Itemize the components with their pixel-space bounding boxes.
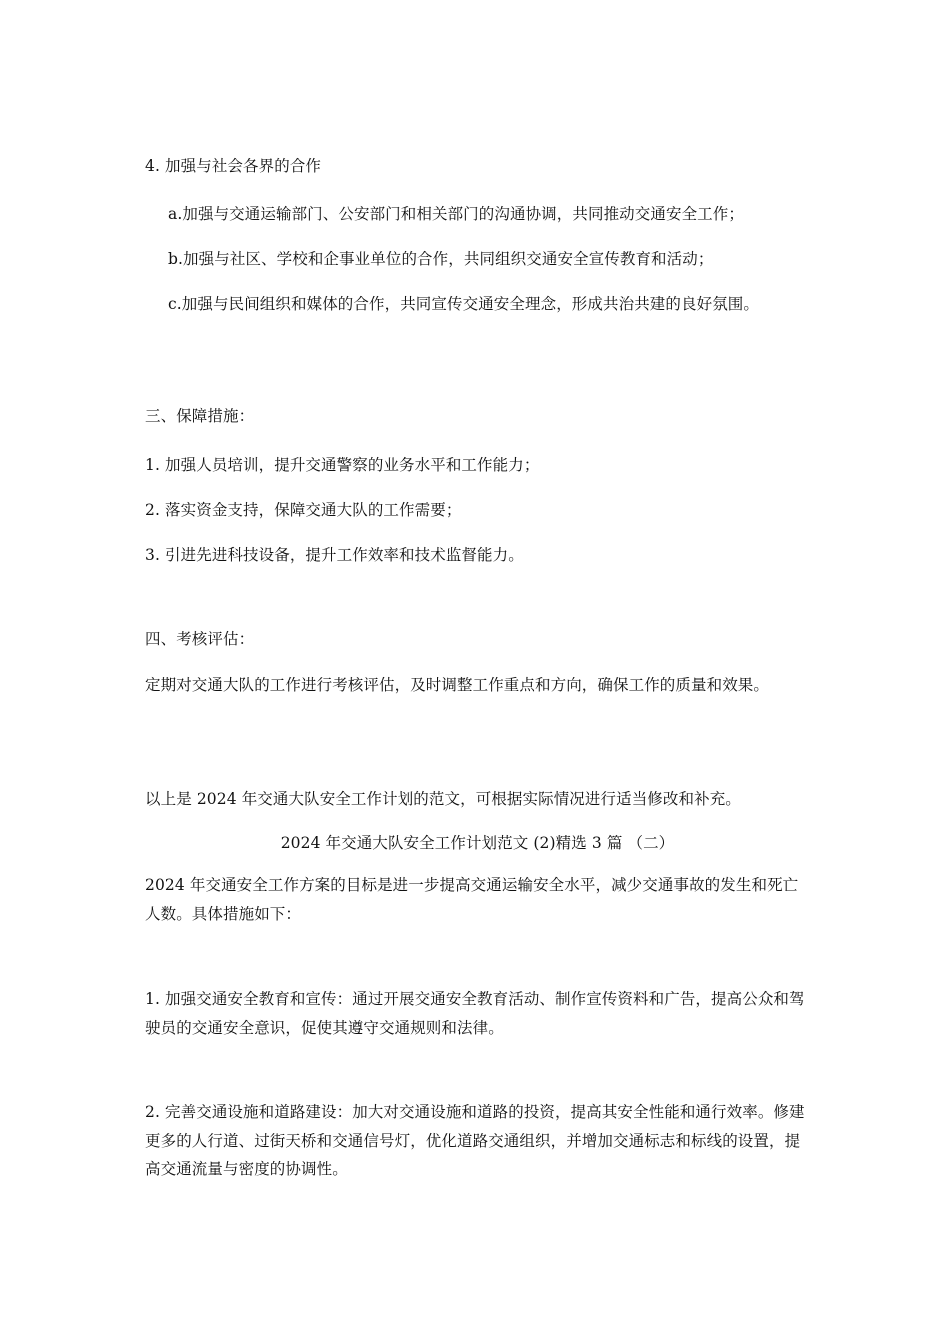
section4-item-b: b.加强与社区、学校和企事业单位的合作，共同组织交通安全宣传教育和活动； (168, 250, 714, 268)
assessment-body: 定期对交通大队的工作进行考核评估，及时调整工作重点和方向，确保工作的质量和效果。 (145, 676, 770, 694)
measure-2: 2. 完善交通设施和道路建设：加大对交通设施和道路的投资，提高其安全性能和通行效率。修建更多的人行道、过街天桥和交通信号灯，优化道路交通组织，并增加交通标志和标线的设置，提高交通流量与密度的协调性。 (145, 1103, 805, 1178)
guarantee-item-3: 3. 引进先进科技设备，提升工作效率和技术监督能力。 (145, 546, 524, 564)
guarantee-item-1: 1. 加强人员培训，提升交通警察的业务水平和工作能力； (145, 456, 540, 474)
guarantee-heading: 三、保障措施： (145, 407, 255, 425)
assessment-heading: 四、考核评估： (145, 630, 255, 648)
section4-item-c: c.加强与民间组织和媒体的合作，共同宣传交通安全理念，形成共治共建的良好氛围。 (168, 295, 760, 313)
guarantee-item-2: 2. 落实资金支持，保障交通大队的工作需要； (145, 501, 462, 519)
section4-item-a: a.加强与交通运输部门、公安部门和相关部门的沟通协调，共同推动交通安全工作； (168, 205, 744, 223)
second-article-intro: 2024 年交通安全工作方案的目标是进一步提高交通运输安全水平，减少交通事故的发生和死亡人数。具体措施如下： (145, 876, 799, 923)
measure-1: 1. 加强交通安全教育和宣传：通过开展交通安全教育活动、制作宣传资料和广告，提高公众和驾驶员的交通安全意识，促使其遵守交通规则和法律。 (145, 990, 805, 1037)
closing-text: 以上是 2024 年交通大队安全工作计划的范文，可根据实际情况进行适当修改和补充。 (145, 790, 741, 808)
second-article-title: 2024 年交通大队安全工作计划范文 (2)精选 3 篇 （二） (280, 834, 675, 852)
section4-title: 4. 加强与社会各界的合作 (145, 157, 322, 175)
